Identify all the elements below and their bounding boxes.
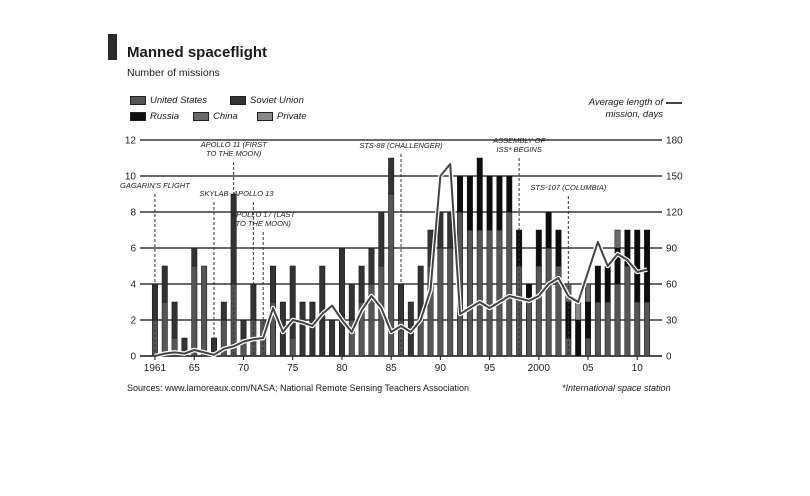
annotation-label: APOLLO 13	[233, 189, 274, 198]
bar-united-states	[644, 302, 649, 356]
annotation-label: STS-107 (COLUMBIA)	[530, 183, 607, 192]
x-tick-label: 1961	[143, 363, 167, 374]
annotation-label: ASSEMBLY OF ISS* BEGINS	[493, 136, 546, 154]
annotation-label: GAGARIN'S FLIGHT	[120, 181, 190, 190]
y-tick-label-left: 2	[130, 315, 136, 327]
x-tick-label: 90	[434, 363, 446, 374]
annotation-labels	[120, 136, 607, 228]
bar-russia	[487, 176, 492, 230]
chart-subtitle: Number of missions	[127, 67, 220, 79]
y-tick-label-left: 6	[130, 243, 136, 255]
bar-china	[615, 230, 620, 248]
right-axis-legend-line1: Average length of	[588, 97, 663, 108]
legend-label: United States	[150, 95, 208, 106]
bar-united-states	[162, 302, 167, 356]
y-tick-label-right: 150	[666, 171, 683, 183]
y-tick-label-left: 12	[124, 135, 136, 147]
x-tick-label: 85	[385, 363, 397, 374]
chart-title: Manned spaceflight	[127, 44, 268, 61]
y-tick-label-right: 90	[666, 243, 678, 255]
bar-soviet-union	[310, 302, 315, 356]
bar-united-states	[605, 302, 610, 356]
y-tick-label-left: 4	[130, 279, 136, 291]
y-tick-label-right: 0	[666, 351, 672, 363]
bar-soviet-union	[172, 302, 177, 338]
bar-soviet-union	[388, 158, 393, 194]
bar-united-states	[635, 302, 640, 356]
bar-soviet-union	[270, 266, 275, 302]
x-tick-label: 05	[582, 363, 594, 374]
bar-united-states	[497, 230, 502, 356]
bar-russia	[595, 266, 600, 302]
bar-soviet-union	[349, 284, 354, 320]
bar-united-states	[477, 230, 482, 356]
bar-united-states	[595, 302, 600, 356]
y-tick-label-right: 120	[666, 207, 683, 219]
bar-soviet-union	[339, 248, 344, 356]
bar-soviet-union	[192, 248, 197, 266]
bar-soviet-union	[369, 248, 374, 284]
x-tick-label: 10	[631, 363, 643, 374]
y-tick-label-right: 60	[666, 279, 678, 291]
bar-russia	[605, 266, 610, 302]
bar-united-states	[625, 266, 630, 356]
bar-united-states	[192, 266, 197, 356]
bar-united-states	[615, 284, 620, 356]
bar-united-states	[438, 248, 443, 356]
annotation-label: SKYLAB	[199, 189, 229, 198]
y-axis-right	[666, 136, 683, 363]
x-tick-label: 75	[287, 363, 299, 374]
bar-soviet-union	[221, 302, 226, 320]
bar-united-states	[585, 338, 590, 356]
bar-soviet-union	[241, 320, 246, 338]
bar-soviet-union	[300, 302, 305, 356]
bar-soviet-union	[379, 212, 384, 266]
bar-russia	[467, 176, 472, 230]
annotation-label: APOLLO 11 (FIRST TO THE MOON)	[200, 140, 267, 158]
y-tick-label-right: 180	[666, 135, 683, 147]
x-tick-label: 65	[188, 363, 200, 374]
annotation-label: STS-88 (CHALLENGER)	[359, 141, 443, 150]
bar-russia	[507, 176, 512, 212]
y-axis-left	[125, 136, 137, 363]
bar-russia	[497, 176, 502, 230]
chart-source: Sources: www.lamoreaux.com/NASA; National Remote Sensing Teachers Association	[127, 383, 469, 393]
legend-label: Soviet Union	[250, 95, 304, 106]
x-tick-label: 80	[336, 363, 348, 374]
bar-russia	[477, 158, 482, 230]
annotation-label: APOLLO 17 (LAST TO THE MOON)	[231, 210, 296, 228]
bar-russia	[457, 176, 462, 212]
bar-soviet-union	[329, 320, 334, 356]
bar-united-states	[487, 230, 492, 356]
bar-united-states	[507, 212, 512, 356]
bar-russia	[635, 230, 640, 302]
bar-united-states	[467, 230, 472, 356]
legend-label: Russia	[150, 111, 180, 122]
y-tick-label-right: 30	[666, 315, 678, 327]
legend-label: Private	[277, 111, 307, 122]
x-tick-label: 95	[484, 363, 496, 374]
x-tick-label: 2000	[527, 363, 550, 374]
bar-united-states	[526, 302, 531, 356]
right-axis-legend-line2: mission, days	[605, 109, 663, 120]
bar-private	[575, 302, 580, 320]
y-tick-label-left: 0	[130, 351, 136, 363]
bar-soviet-union	[359, 266, 364, 302]
y-tick-label-left: 10	[124, 171, 136, 183]
bar-united-states	[290, 338, 295, 356]
bar-russia	[575, 320, 580, 356]
bar-united-states	[546, 248, 551, 356]
bar-soviet-union	[162, 266, 167, 302]
y-tick-label-left: 8	[130, 207, 136, 219]
bar-china	[585, 284, 590, 302]
bar-united-states	[201, 266, 206, 356]
bar-russia	[585, 302, 590, 338]
x-tick-label: 70	[237, 363, 250, 374]
bar-russia	[536, 230, 541, 266]
bar-united-states	[448, 248, 453, 356]
bar-russia	[556, 230, 561, 266]
bar-united-states	[536, 266, 541, 356]
bar-russia	[546, 212, 551, 248]
bar-russia	[644, 230, 649, 302]
legend-label: China	[213, 111, 238, 122]
x-axis	[144, 356, 643, 374]
chart-footnote: *International space station	[562, 383, 671, 393]
bar-soviet-union	[290, 266, 295, 338]
